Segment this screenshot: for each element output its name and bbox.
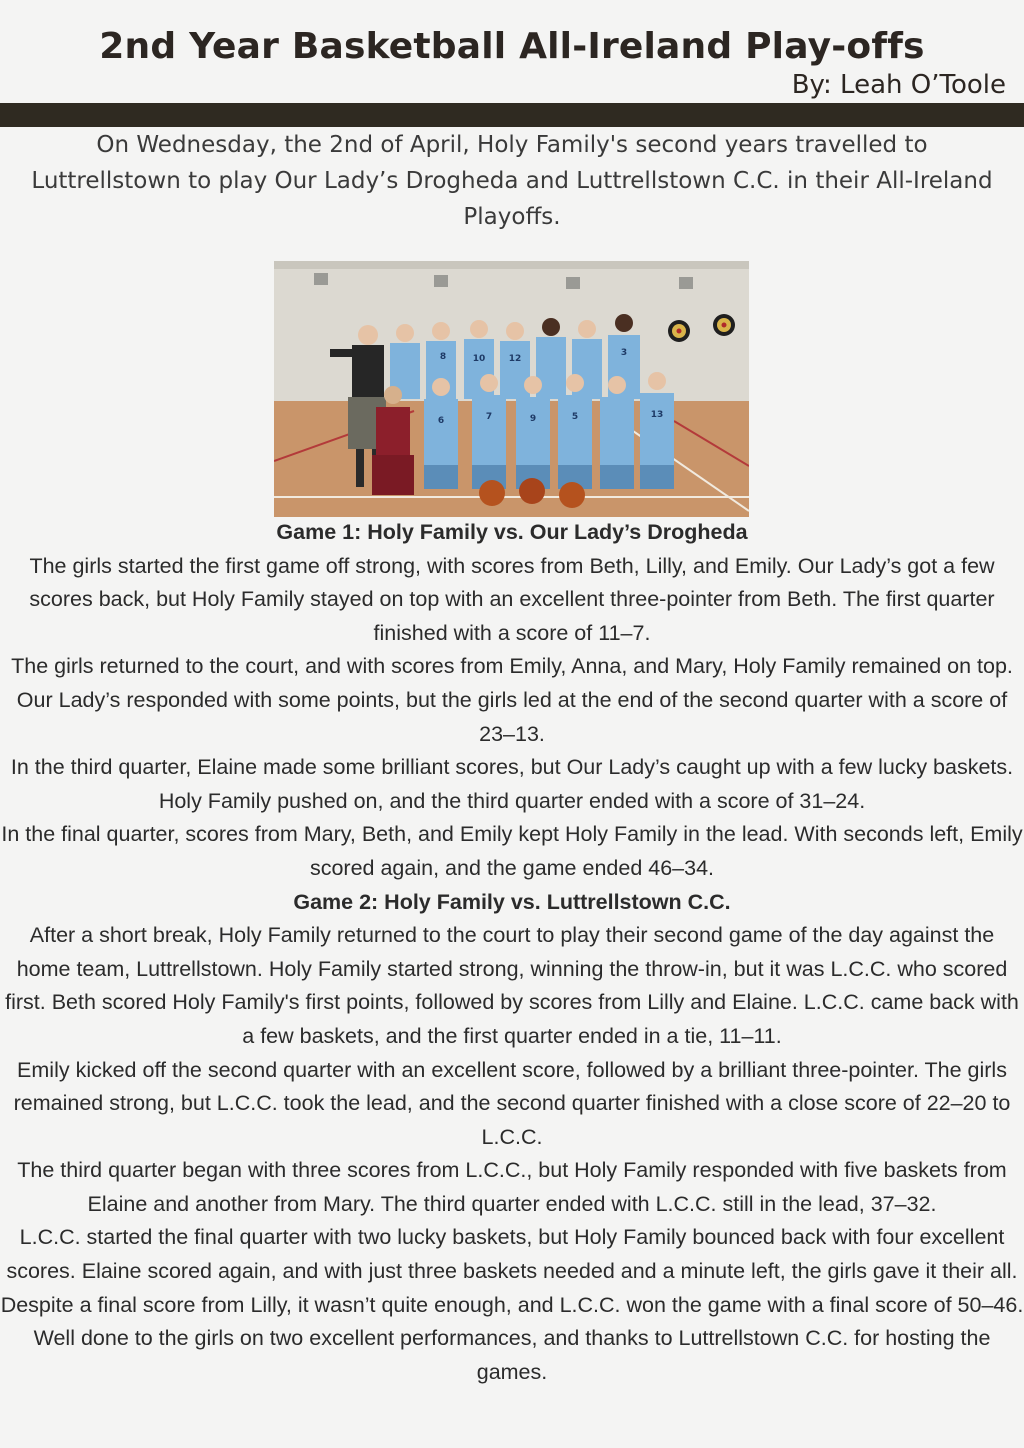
game1-heading: Game 1: Holy Family vs. Our Lady’s Drogheda — [276, 520, 748, 544]
game1-paragraph-1: The girls started the first game off strong, with scores from Beth, Lilly, and Emily. Our Lady’s got a few scores back, but Holy Family stayed on top with an excellent three-pointer from Beth. The first quarter finished with a score of 11–7. — [29, 553, 995, 645]
game2-paragraph-3: The third quarter began with three scores from L.C.C., but Holy Family responded with five baskets from Elaine and another from Mary. The third quarter ended with L.C.C. still in the lead, 37–32. — [17, 1158, 1007, 1216]
game1-paragraph-4: In the final quarter, scores from Mary, Beth, and Emily kept Holy Family in the lead. With seconds left, Emily scored again, and the game ended 46–34. — [1, 822, 1023, 880]
jersey-number: 7 — [485, 412, 493, 422]
game2-paragraph-4: L.C.C. started the final quarter with two lucky baskets, but Holy Family bounced back with four excellent scores. Elaine scored again, and with just three baskets needed and a minute left, the girls gave it their all. Despite a final score from Lilly, it wasn’t quite enough, and L.C.C. won the game with a final score of 50–46. — [0, 1225, 1024, 1317]
article-body — [0, 516, 1024, 1389]
jersey-number: 10 — [472, 354, 486, 364]
article-title: 2nd Year Basketball All-Ireland Play-offs — [99, 26, 925, 67]
team-photo-illustration — [274, 261, 749, 517]
article-intro: On Wednesday, the 2nd of April, Holy Family's second years travelled to Luttrellstown to play Our Lady’s Drogheda and Luttrellstown C.C. in their All-Ireland Playoffs. — [31, 132, 993, 230]
jersey-number: 6 — [437, 416, 445, 426]
game1-paragraph-2: The girls returned to the court, and with scores from Emily, Anna, and Mary, Holy Family remained on top. Our Lady’s responded with some points, but the girls led at the end of the second quarter with a score of 23–13. — [11, 654, 1013, 746]
game2-paragraph-1: After a short break, Holy Family returned to the court to play their second game of the day against the home team, Luttrellstown. Holy Family started strong, winning the throw-in, but it was L.C.C. who scored first. Beth scored Holy Family's first points, followed by scores from Lilly and Elaine. L.C.C. came back with a few baskets, and the first quarter ended in a tie, 11–11. — [5, 923, 1019, 1048]
jersey-number: 3 — [620, 348, 628, 358]
closing-paragraph: Well done to the girls on two excellent performances, and thanks to Luttrellstown C.C. for hosting the games. — [33, 1326, 991, 1384]
article-byline: By: Leah O’Toole — [791, 70, 1006, 100]
jersey-number: 13 — [650, 410, 664, 420]
header-divider — [0, 103, 1024, 127]
game2-heading: Game 2: Holy Family vs. Luttrellstown C.C. — [293, 889, 731, 914]
game1-paragraph-3: In the third quarter, Elaine made some brilliant scores, but Our Lady’s caught up with a few lucky baskets. Holy Family pushed on, and the third quarter ended with a score of 31–24. — [10, 755, 1014, 813]
jersey-number: 5 — [571, 412, 579, 422]
game2-paragraph-2: Emily kicked off the second quarter with an excellent score, followed by a brilliant three-pointer. The girls remained strong, but L.C.C. took the lead, and the second quarter finished with a close score of 22–20 to L.C.C. — [13, 1057, 1011, 1149]
jersey-number: 9 — [529, 414, 537, 424]
jersey-number: 8 — [439, 352, 447, 362]
jersey-number: 12 — [508, 354, 522, 364]
team-photo — [274, 261, 749, 517]
